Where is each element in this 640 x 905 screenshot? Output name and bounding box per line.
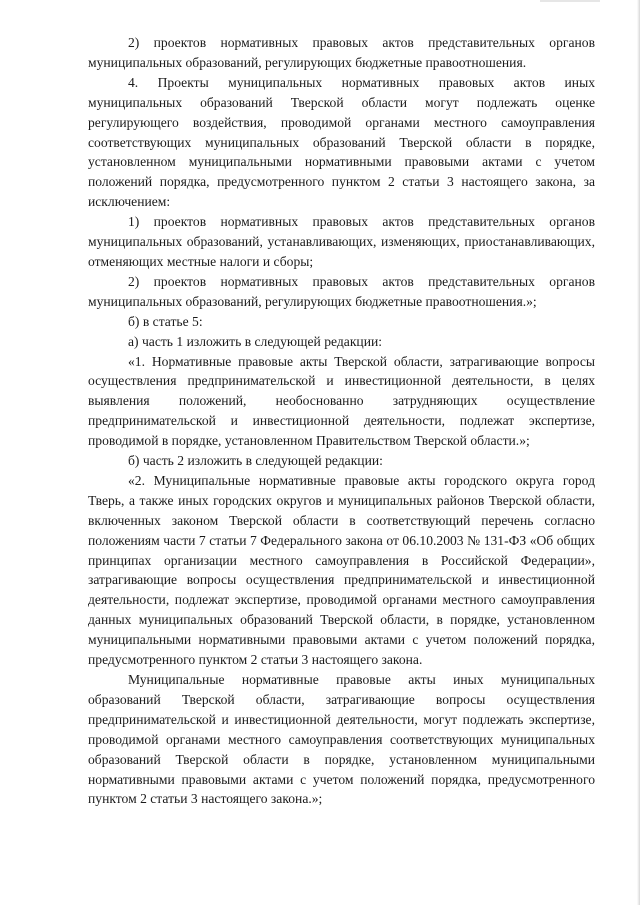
paragraph-article-5: б) в статье 5:	[128, 313, 203, 329]
document-body	[88, 33, 595, 809]
paragraph-part-1-heading: а) часть 1 изложить в следующей редакции:	[128, 333, 383, 349]
paragraph-municipal-acts: Муниципальные нормативные правовые акты иных муниципальных образований Тверской области, затрагивающие вопросы осуществления предпринимательской и инвестиционной деятельности, могут подлежать экспертизе, проводимой органами местного самоуправления соответствующих муниципальных образований Тверской области в порядке, установленном муниципальными нормативными правовыми актами с учетом положений порядка, предусмотренного пунктом 2 статьи 3 настоящего закона.»;	[88, 672, 595, 807]
paragraph-exception-1: 1) проектов нормативных правовых актов представительных органов муниципальных образований, устанавливающих, изменяющих, приостанавливающих, отменяющих местные налоги и сборы;	[88, 214, 595, 269]
paragraph-part-1-text: «1. Нормативные правовые акты Тверской области, затрагивающие вопросы осуществления предпринимательской и инвестиционной деятельности, в целях выявления положений, необоснованно затрудняющих осуществление предпринимательской и инвестиционной деятельности, подлежат экспертизе, проводимой в порядке, установленном Правительством Тверской области.»;	[88, 353, 595, 449]
paragraph-item-2: 2) проектов нормативных правовых актов представительных органов муниципальных образований, регулирующих бюджетные правоотношения.	[88, 35, 595, 70]
paragraph-part-2-text: «2. Муниципальные нормативные правовые акты городского округа город Тверь, а также иных городских округов и муниципальных районов Тверской области, включенных законом Тверской области в соответствующий перечень согласно положениям части 7 статьи 7 Федерального закона от 06.10.2003 № 131-ФЗ «Об общих принципах организации местного самоуправления в Российской Федерации», затрагивающие вопросы осуществления предпринимательской и инвестиционной деятельности, подлежат экспертизе, проводимой органами местного самоуправления данных муниципальных образований Тверской области, в порядке, установленном муниципальными нормативными правовыми актами с учетом положений порядка, предусмотренного пунктом 2 статьи 3 настоящего закона.	[88, 472, 595, 668]
paragraph-part-2-heading: б) часть 2 изложить в следующей редакции:	[128, 453, 383, 469]
paragraph-exception-2: 2) проектов нормативных правовых актов представительных органов муниципальных образований, регулирующих бюджетные правоотношения.»;	[88, 273, 595, 309]
paragraph-point-4: 4. Проекты муниципальных нормативных правовых актов иных муниципальных образований Тверской области могут подлежать оценке регулирующего воздействия, проводимой органами местного самоуправления соответствующих муниципальных образований Тверской области в порядке, установленном муниципальными нормативными правовыми актами с учетом положений порядка, предусмотренного пунктом 2 статьи 3 настоящего закона, за исключением:	[88, 74, 595, 210]
scan-artifact	[540, 0, 600, 2]
